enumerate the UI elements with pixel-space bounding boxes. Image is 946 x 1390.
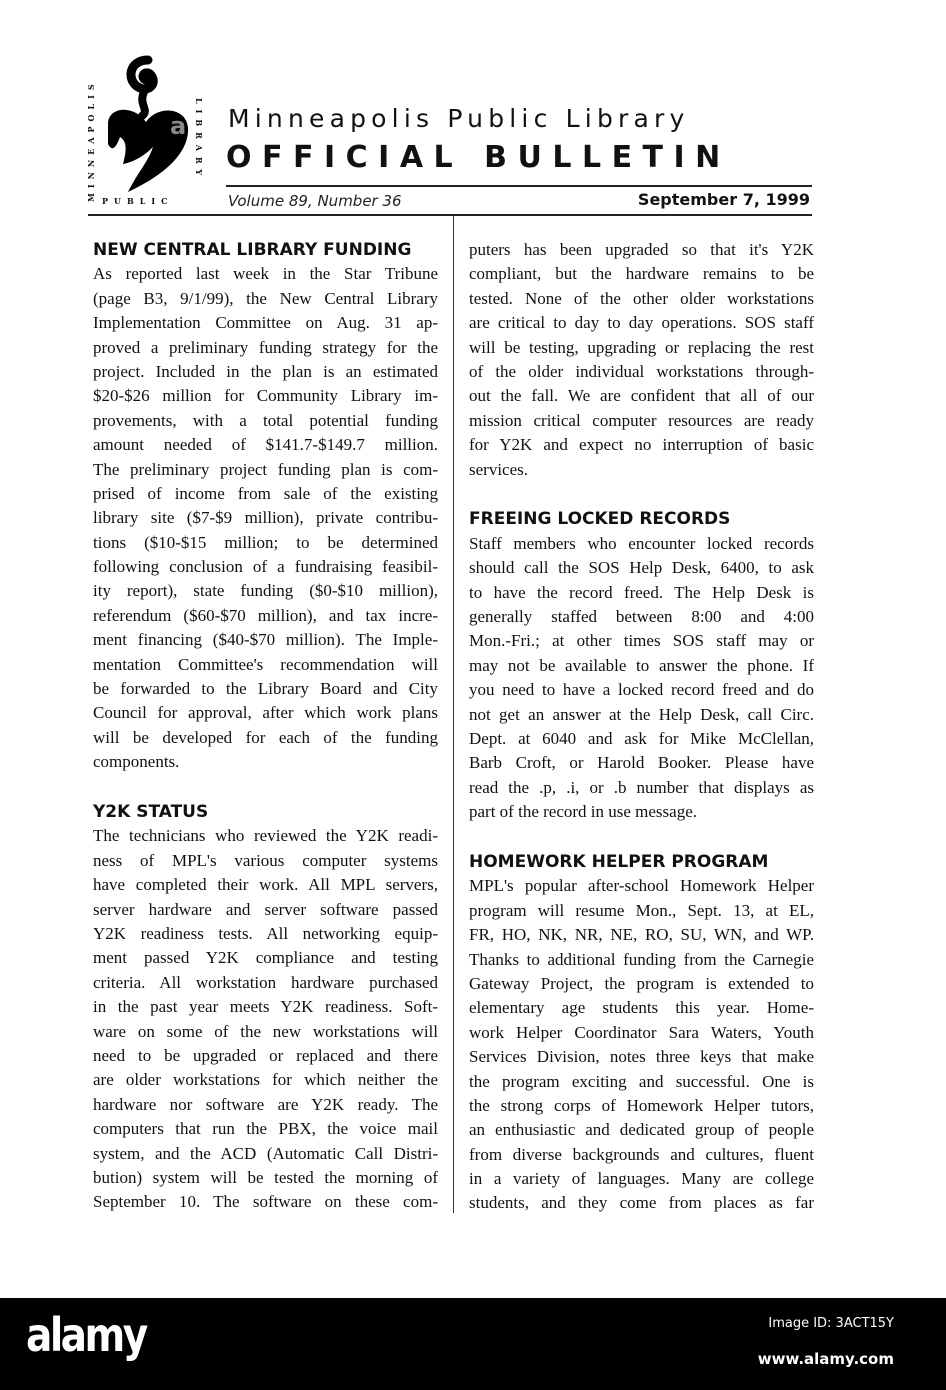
article-section	[469, 507, 814, 824]
article-section	[93, 800, 438, 1215]
article-text-line: Council for approval, after which work plans	[93, 703, 438, 723]
article-text-line: may not be available to answer the phone. If	[469, 655, 814, 675]
article-text-line: following conclusion of a fundraising feasibil-	[93, 557, 438, 577]
article-text-line: components.	[93, 752, 180, 772]
article-text-line: $20-$26 million for Community Library im-	[93, 386, 438, 406]
article-section	[93, 238, 438, 775]
article-text-line: mission critical computer resources are ready	[469, 410, 814, 430]
article-text-line: generally staffed between 8:00 and 4:00	[469, 606, 814, 626]
article-section	[469, 850, 814, 1216]
article-text-line: server hardware and server software passed	[93, 899, 438, 919]
article-text-line: project. Included in the plan is an estimated	[93, 361, 438, 381]
column-divider	[453, 216, 454, 1213]
alamy-logo: alamy	[26, 1308, 146, 1362]
article-text-line: of the older individual workstations through-	[469, 361, 814, 381]
logo-text-public: PUBLIC	[102, 196, 174, 206]
article-text-line: the program exciting and successful. One is	[469, 1071, 814, 1091]
article-text-line: from diverse backgrounds and cultures, fluent	[469, 1144, 814, 1164]
article-heading: HOMEWORK HELPER PROGRAM	[469, 851, 769, 872]
article-text-line: elementary age students this year. Home-	[469, 998, 814, 1018]
article-text-line: The technicians who reviewed the Y2K readi-	[93, 826, 438, 846]
article-text-line: students, and they come from places as far	[469, 1193, 814, 1213]
article-text-line: hardware nor software are Y2K ready. The	[93, 1094, 438, 1114]
article-heading: Y2K STATUS	[93, 802, 209, 823]
article-text-line: are older workstations for which neither the	[93, 1070, 438, 1090]
article-text-line: ness of MPL's various computer systems	[93, 850, 438, 870]
bulletin-title: OFFICIAL BULLETIN	[226, 140, 731, 175]
publication-name: Minneapolis Public Library	[228, 104, 690, 133]
article-text-line: in a variety of languages. Many are college	[469, 1169, 814, 1189]
image-id: Image ID: 3ACT15Y	[768, 1316, 894, 1331]
article-text-line: Dept. at 6040 and ask for Mike McClellan,	[469, 728, 814, 748]
logo-text-library: LIBRARY	[194, 98, 204, 182]
article-text-line: bution) system will be tested the morning of	[93, 1167, 438, 1187]
article-text-line: criteria. All workstation hardware purchased	[93, 972, 438, 992]
article-text-line: ment financing ($40-$70 million). The Imple-	[93, 630, 438, 650]
article-text-line: to have the record freed. The Help Desk is	[469, 582, 814, 602]
article-text-line: will be testing, upgrading or replacing the rest	[469, 337, 814, 357]
article-text-line: provements, with a total potential funding	[93, 410, 438, 430]
article-text-line: Barb Croft, or Harold Booker. Please have	[469, 753, 814, 773]
article-text-line: ware on some of the new workstations will	[93, 1021, 438, 1041]
article-text-line: work Helper Coordinator Sara Waters, Youth	[469, 1022, 814, 1042]
article-section	[469, 238, 814, 482]
article-text-line: As reported last week in the Star Tribune	[93, 264, 438, 284]
article-text-line: September 10. The software on these com-	[93, 1192, 438, 1212]
article-text-line: have completed their work. All MPL servers,	[93, 875, 438, 895]
article-text-line: Gateway Project, the program is extended to	[469, 973, 814, 993]
article-text-line: read the .p, .i, or .b number that displays as	[469, 777, 814, 797]
article-text-line: services.	[469, 459, 529, 479]
article-text-line: for Y2K and expect no interruption of basic	[469, 435, 814, 455]
article-text-line: tions ($10-$15 million; to be determined	[93, 532, 438, 552]
watermark-bar	[0, 1298, 946, 1390]
left-column	[93, 238, 438, 1215]
article-heading: FREEING LOCKED RECORDS	[469, 509, 731, 530]
article-text-line: Mon.-Fri.; at other times SOS staff may or	[469, 631, 814, 651]
article-text-line: (page B3, 9/1/99), the New Central Library	[93, 288, 438, 308]
article-text-line: Thanks to additional funding from the Carnegie	[469, 949, 814, 969]
article-text-line: The preliminary project funding plan is com-	[93, 459, 438, 479]
article-text-line: need to be upgraded or replaced and there	[93, 1046, 438, 1065]
library-logo	[98, 52, 198, 202]
article-text-line: library site ($7-$9 million), private contribu-	[93, 508, 438, 528]
svg-text:a: a	[170, 112, 187, 140]
article-heading: NEW CENTRAL LIBRARY FUNDING	[93, 240, 412, 260]
logo-text-minneapolis: MINNEAPOLIS	[86, 79, 96, 202]
article-text-line: proved a preliminary funding strategy for the	[93, 337, 438, 357]
article-text-line: will be developed for each of the funding	[93, 727, 438, 747]
masthead-rule-bottom	[88, 214, 812, 216]
article-text-line: system, and the ACD (Automatic Call Distri-	[93, 1143, 438, 1163]
article-text-line: be forwarded to the Library Board and City	[93, 679, 438, 699]
article-text-line: FR, HO, NK, NR, NE, RO, SU, WN, and WP.	[469, 925, 814, 945]
article-text-line: compliant, but the hardware remains to be	[469, 264, 814, 284]
article-text-line: ity report), state funding ($0-$10 million),	[93, 581, 438, 601]
article-text-line: Services Division, notes three keys that make	[469, 1047, 814, 1067]
article-text-line: mentation Committee's recommendation will	[93, 654, 438, 674]
article-text-line: in the past year meets Y2K readiness. Soft-	[93, 997, 438, 1017]
masthead-rule-top	[226, 185, 812, 187]
article-text-line: out the fall. We are confident that all of our	[469, 386, 814, 406]
site-url: www.alamy.com	[757, 1350, 894, 1368]
article-text-line: Implementation Committee on Aug. 31 ap-	[93, 313, 438, 333]
article-text-line: an enthusiastic and dedicated group of people	[469, 1120, 814, 1140]
article-text-line: Y2K readiness tests. All networking equip-	[93, 924, 438, 944]
article-text-line: puters has been upgraded so that it's Y2K	[469, 240, 814, 259]
article-text-line: amount needed of $141.7-$149.7 million.	[93, 435, 438, 455]
article-text-line: not get an answer at the Help Desk, call Circ.	[469, 704, 814, 724]
article-text-line: computers that run the PBX, the voice mail	[93, 1119, 438, 1139]
article-text-line: prised of income from sale of the existing	[93, 483, 438, 503]
article-text-line: Staff members who encounter locked records	[469, 533, 814, 553]
article-text-line: the strong corps of Homework Helper tutors,	[469, 1095, 814, 1115]
article-text-line: program will resume Mon., Sept. 13, at EL,	[469, 900, 814, 920]
article-text-line: tested. None of the other older workstations	[469, 288, 814, 308]
volume-number: Volume 89, Number 36	[228, 192, 402, 210]
article-text-line: you need to have a locked record freed and do	[469, 680, 814, 700]
article-text-line: ment passed Y2K compliance and testing	[93, 948, 438, 968]
article-text-line: referendum ($60-$70 million), and tax incre-	[93, 605, 438, 625]
article-text-line: part of the record in use message.	[469, 802, 697, 822]
right-column	[469, 238, 814, 1216]
issue-date: September 7, 1999	[637, 190, 810, 209]
article-text-line: should call the SOS Help Desk, 6400, to ask	[469, 558, 814, 578]
article-text-line: MPL's popular after-school Homework Helper	[469, 876, 814, 896]
article-text-line: are critical to day to day operations. SOS staff	[469, 313, 814, 333]
